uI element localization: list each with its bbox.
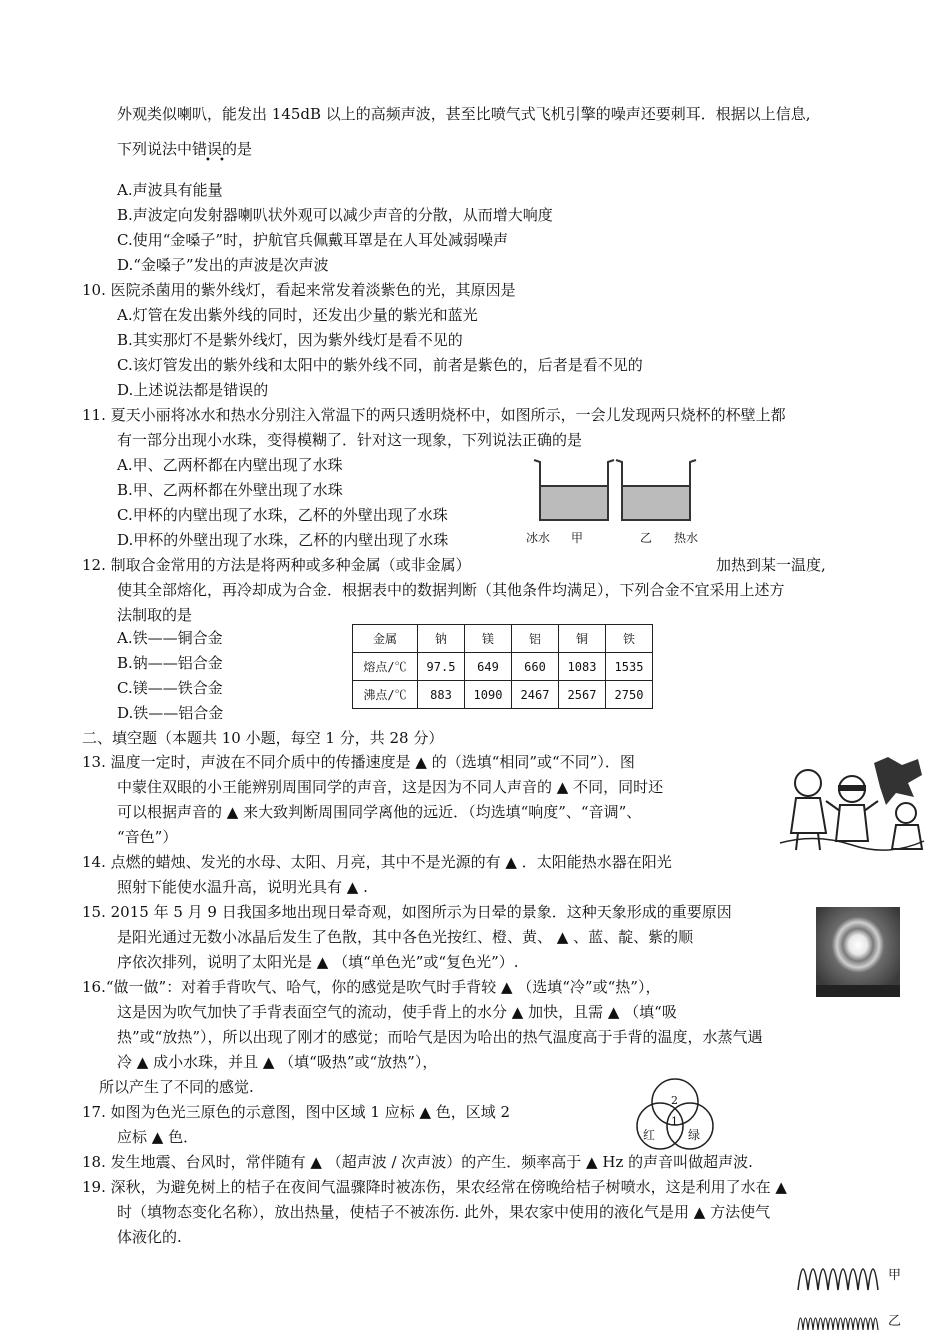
q12-stem-line1b: 加热到某一温度, xyxy=(716,556,826,574)
q11-stem-line2: 有一部分出现小水珠，变得模糊了．针对这一现象，下列说法正确的是 xyxy=(117,431,583,449)
table-cell: 1083 xyxy=(559,653,606,681)
venn-label-green: 绿 xyxy=(688,1128,701,1142)
wave-label-yi: 乙 xyxy=(888,1314,902,1329)
table-cell: 1090 xyxy=(465,681,512,709)
q16-line4: 冷 ▲ 成小水珠，并且 ▲ （填“吸热”或“放热”）， xyxy=(117,1053,438,1071)
q15-line1: 15. 2015 年 5 月 9 日我国多地出现日晕奇观，如图所示为日晕的景象．这种天象形成的重要原因 xyxy=(82,903,732,921)
q14-line1: 14. 点燃的蜡烛、发光的水母、太阳、月亮，其中不是光源的有 ▲ ．太阳能热水器在阳光 xyxy=(82,853,672,871)
section-2-heading: 二、填空题（本题共 10 小题，每空 1 分，共 28 分） xyxy=(82,729,444,747)
solar-halo-photo xyxy=(816,907,900,997)
q9-option-a: A.声波具有能量 xyxy=(117,181,223,199)
q11-option-a: A.甲、乙两杯都在内壁出现了水珠 xyxy=(117,456,343,474)
q13-line4: “音色”） xyxy=(117,828,178,846)
table-cell: 2750 xyxy=(606,681,653,709)
beaker-jia xyxy=(534,460,614,520)
q19-line2: 时（填物态变化名称），放出热量，使桔子不被冻伤. 此外，果农家中使用的液化气是用 ▲ 方法使气 xyxy=(117,1203,771,1221)
q13-line2: 中蒙住双眼的小王能辨别周围同学的声音，这是因为不同人声音的 ▲ 不同，同时还 xyxy=(117,778,664,796)
q9-option-c: C.使用“金嗓子”时，护航官兵佩戴耳罩是在人耳处减弱噪声 xyxy=(117,231,509,249)
table-cell: 沸点/℃ xyxy=(353,681,418,709)
q18-line1: 18. 发生地震、台风时，常伴随有 ▲ （超声波 / 次声波）的产生．频率高于 ▲ Hz 的声音叫做超声波. xyxy=(82,1153,753,1171)
label-ice-water: 冰水 xyxy=(526,531,551,545)
q15-line3: 序依次排列，说明了太阳光是 ▲ （填“单色光”或“复色光”）. xyxy=(117,953,519,971)
table-row-header xyxy=(353,625,653,653)
table-cell: 660 xyxy=(512,653,559,681)
q13-line3: 可以根据声音的 ▲ 来大致判断周围同学离他的远近．（均选填“响度”、“音调”、 xyxy=(117,803,642,821)
wave-label-jia: 甲 xyxy=(888,1268,902,1283)
q10-stem: 10. 医院杀菌用的紫外线灯，看起来常发着淡紫色的光，其原因是 xyxy=(82,281,516,299)
venn-region-1: 1 xyxy=(671,1115,678,1128)
q13-line1: 13. 温度一定时，声波在不同介质中的传播速度是 ▲ 的（选填“相同”或“不同”）．图 xyxy=(82,753,635,771)
q11-option-d: D.甲杯的外壁出现了水珠，乙杯的内壁出现了水珠 xyxy=(117,531,449,549)
q19-line3: 体液化的. xyxy=(117,1228,182,1246)
venn-region-2: 2 xyxy=(671,1094,678,1107)
q11-option-b: B.甲、乙两杯都在外壁出现了水珠 xyxy=(117,481,343,499)
table-row-melting xyxy=(353,653,653,681)
q17-line2: 应标 ▲ 色． xyxy=(117,1128,199,1146)
table-cell: 883 xyxy=(418,681,465,709)
table-cell: 镁 xyxy=(465,625,512,653)
label-yi: 乙 xyxy=(640,531,653,545)
q14-line2: 照射下能使水温升高，说明光具有 ▲ . xyxy=(117,878,368,896)
q16-line1: 16.“做一做”：对着手背吹气、哈气，你的感觉是吹气时手背较 ▲ （选填“冷”或“热”）， xyxy=(82,978,661,996)
q17-line1: 17. 如图为色光三原色的示意图，图中区域 1 应标 ▲ 色，区域 2 xyxy=(82,1103,511,1121)
emphasis-dot: • xyxy=(219,155,225,166)
q16-line5: 所以产生了不同的感觉. xyxy=(99,1078,254,1096)
q10-option-a: A.灯管在发出紫外线的同时，还发出少量的紫光和蓝光 xyxy=(117,306,478,324)
table-cell: 铁 xyxy=(606,625,653,653)
q12-stem-line1a: 12. 制取合金常用的方法是将两种或多种金属（或非金属） xyxy=(82,556,471,574)
label-jia: 甲 xyxy=(571,531,584,545)
table-cell: 钠 xyxy=(418,625,465,653)
blindfold-game-illustration xyxy=(776,753,926,853)
q16-line3: 热”或“放热”），所以出现了刚才的感觉；而哈气是因为哈出的热气温度高于手背的温度，水蒸气遇 xyxy=(117,1028,763,1046)
label-hot-water: 热水 xyxy=(674,531,699,545)
table-cell: 熔点/℃ xyxy=(353,653,418,681)
table-cell: 铜 xyxy=(559,625,606,653)
q11-option-c: C.甲杯的内壁出现了水珠，乙杯的外壁出现了水珠 xyxy=(117,506,448,524)
metal-properties-table xyxy=(352,624,653,709)
q19-line1: 19. 深秋，为避免树上的桔子在夜间气温骤降时被冻伤，果农经常在傍晚给桔子树喷水，这是利用了水在 ▲ xyxy=(82,1178,787,1196)
beaker-yi xyxy=(616,460,696,520)
table-cell: 97.5 xyxy=(418,653,465,681)
q12-option-c: C.镁——铁合金 xyxy=(117,679,223,697)
q15-line2: 是阳光通过无数小冰晶后发生了色散，其中各色光按红、橙、黄、 ▲ 、蓝、靛、紫的顺 xyxy=(117,928,694,946)
q12-option-d: D.铁——铝合金 xyxy=(117,704,224,722)
q12-stem-line2: 使其全部熔化，再冷却成为合金．根据表中的数据判断（其他条件均满足），下列合金不宜采用上述方 xyxy=(117,581,785,599)
q9-stem-line2: 下列说法中错误的是 xyxy=(117,140,253,158)
table-cell: 金属 xyxy=(353,625,418,653)
q12-option-b: B.钠——铝合金 xyxy=(117,654,223,672)
table-cell: 2467 xyxy=(512,681,559,709)
q16-line2: 这是因为吹气加快了手背表面空气的流动，使手背上的水分 ▲ 加快，且需 ▲ （填“吸 xyxy=(117,1003,677,1021)
table-cell: 2567 xyxy=(559,681,606,709)
beakers-figure xyxy=(530,456,720,526)
q10-option-d: D.上述说法都是错误的 xyxy=(117,381,269,399)
emphasis-dot: • xyxy=(205,155,211,166)
q10-option-b: B.其实那灯不是紫外线灯，因为紫外线灯是看不见的 xyxy=(117,331,463,349)
waveform-jia xyxy=(796,1250,882,1296)
q9-stem-line1: 外观类似喇叭，能发出 145dB 以上的高频声波，甚至比喷气式飞机引擎的噪声还要刺耳．根据以上信息, xyxy=(117,105,811,123)
venn-label-red: 红 xyxy=(643,1128,656,1142)
q10-option-c: C.该灯管发出的紫外线和太阳中的紫外线不同，前者是紫色的，后者是看不见的 xyxy=(117,356,643,374)
q9-option-b: B.声波定向发射器喇叭状外观可以减少声音的分散，从而增大响度 xyxy=(117,206,553,224)
q12-option-a: A.铁——铜合金 xyxy=(117,629,223,647)
q11-stem-line1: 11. 夏天小丽将冰水和热水分别注入常温下的两只透明烧杯中，如图所示，一会儿发现两只烧杯的杯壁上都 xyxy=(82,406,786,424)
q9-option-d: D.“金嗓子”发出的声波是次声波 xyxy=(117,256,329,274)
table-cell: 649 xyxy=(465,653,512,681)
waveform-yi xyxy=(796,1304,882,1334)
table-row-boiling xyxy=(353,681,653,709)
table-cell: 1535 xyxy=(606,653,653,681)
q12-stem-line3: 法制取的是 xyxy=(117,606,193,624)
table-cell: 铝 xyxy=(512,625,559,653)
